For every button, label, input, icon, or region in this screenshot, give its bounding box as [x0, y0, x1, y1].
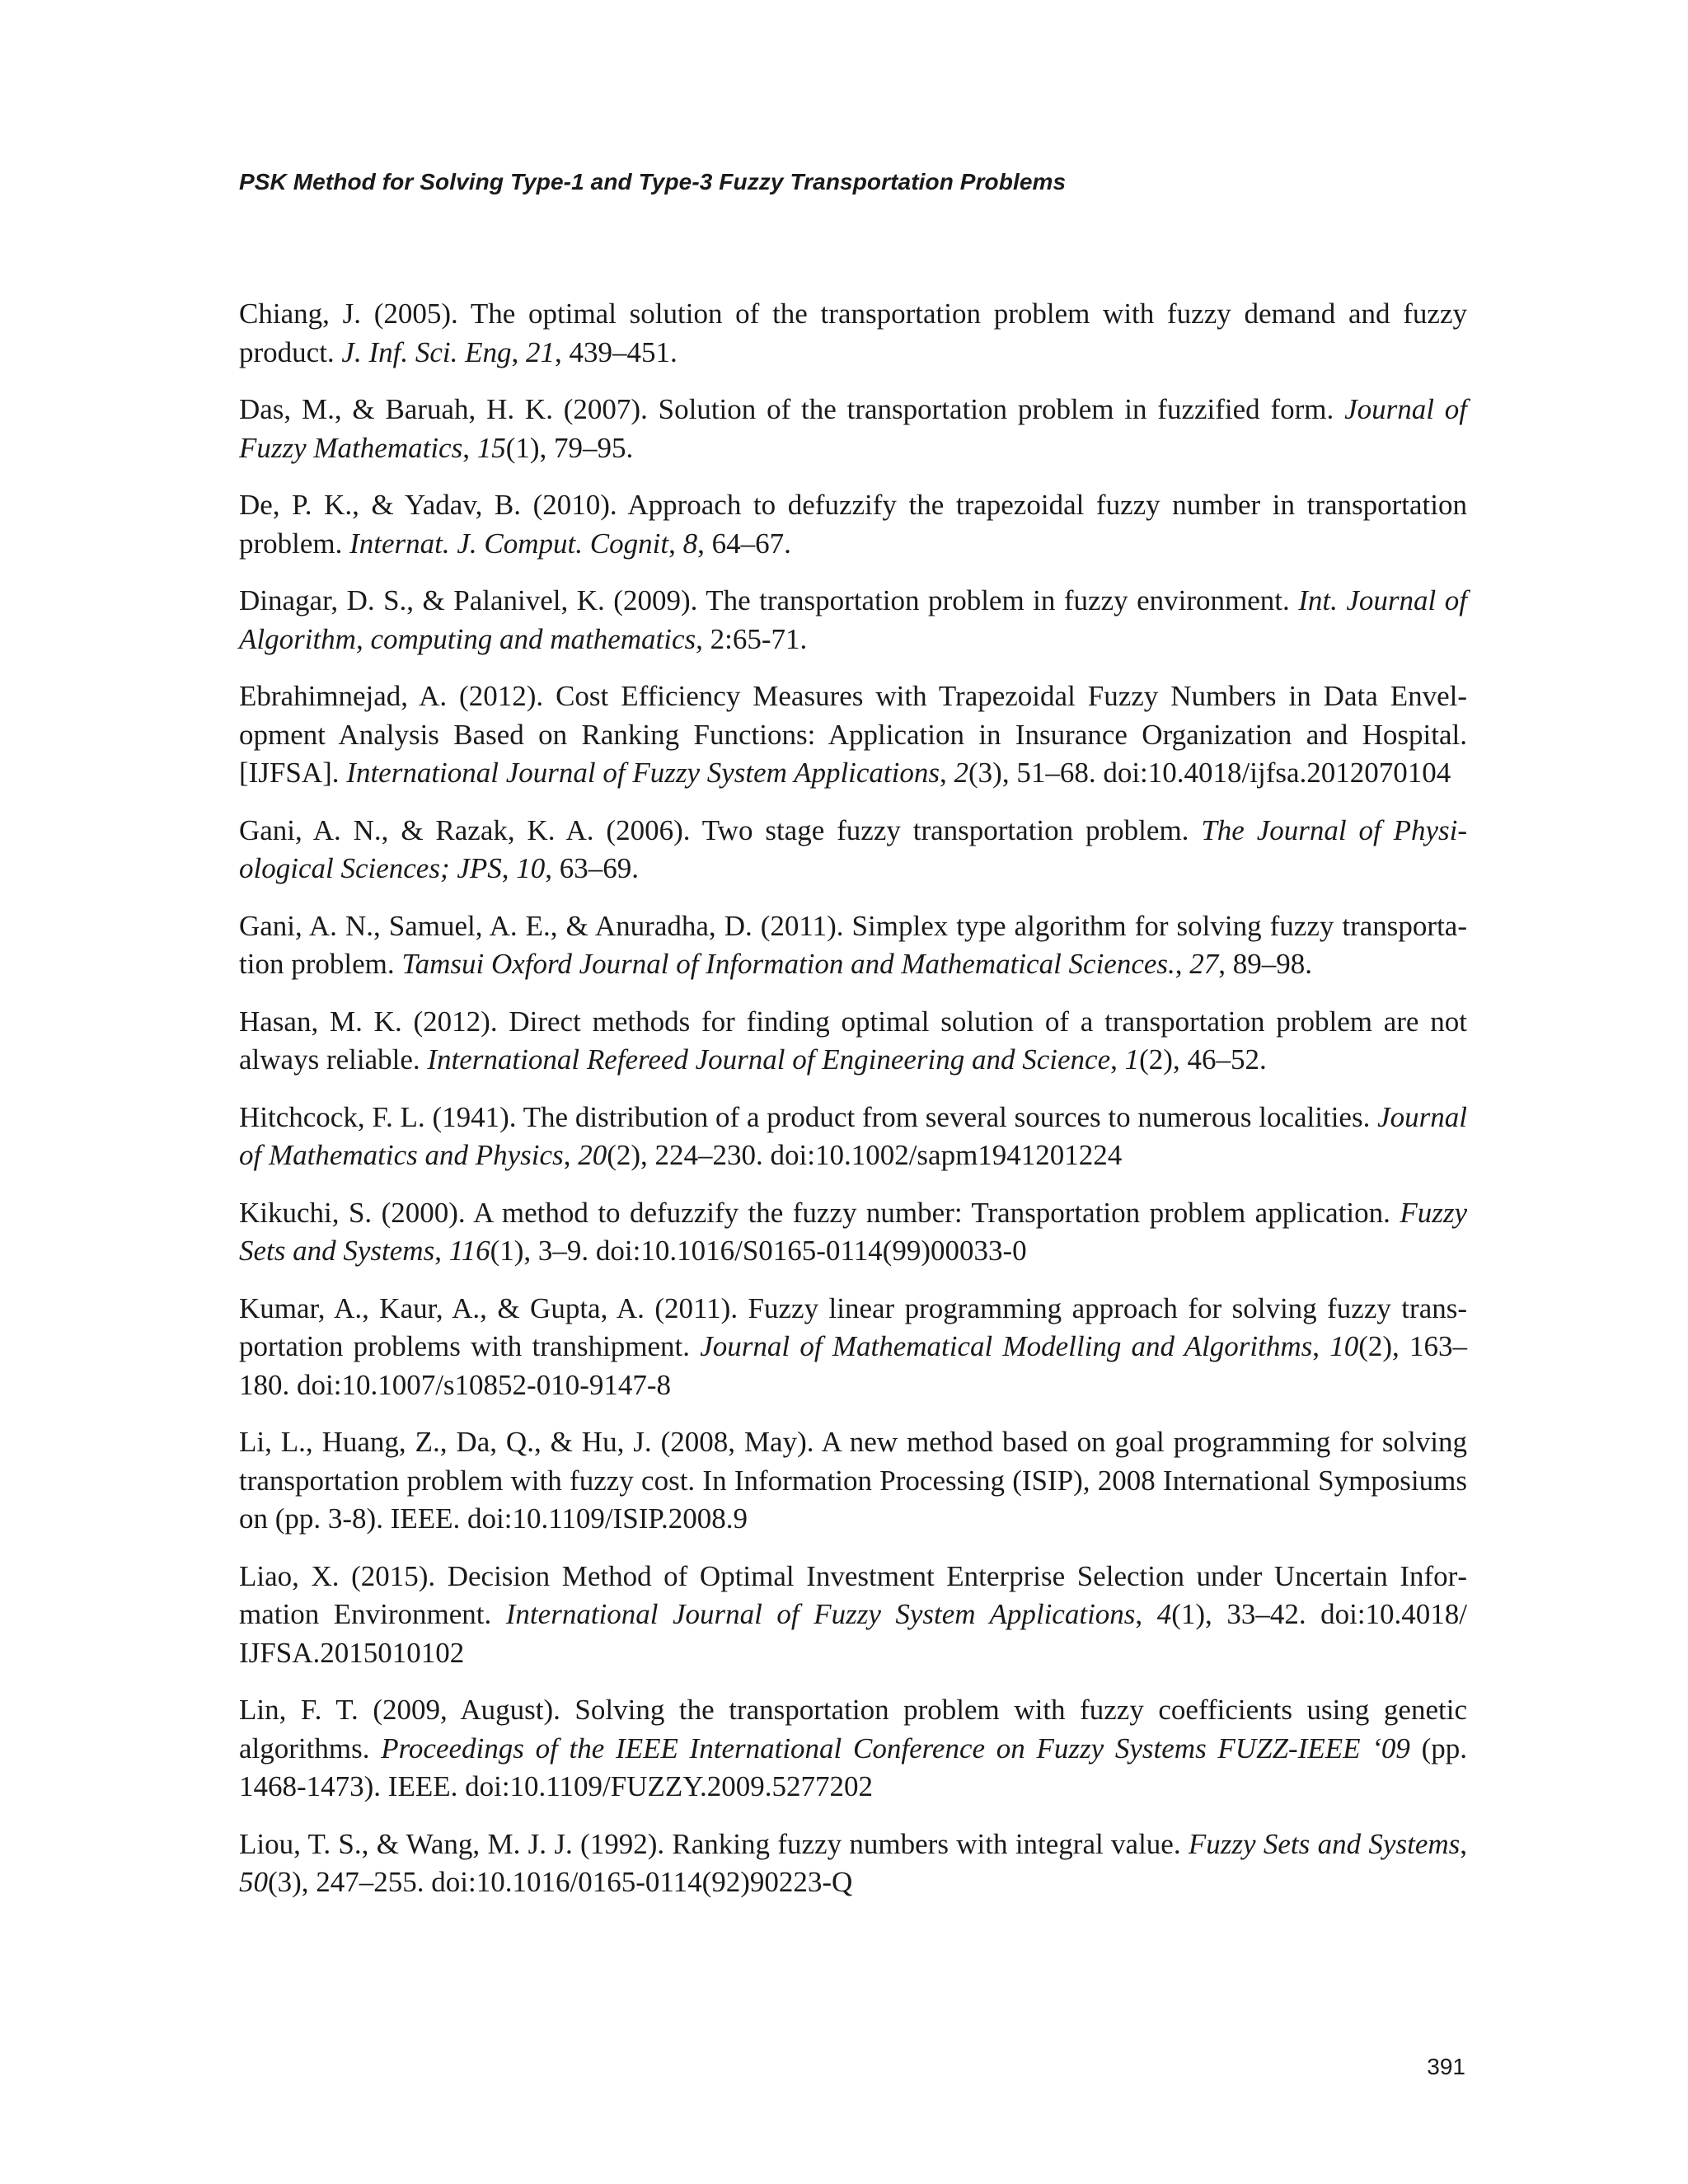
- reference-italic-text: 21: [525, 335, 555, 368]
- reference-italic-text: Internat. J. Comput. Cognit: [349, 527, 669, 560]
- reference-text: ,: [563, 1139, 579, 1171]
- reference-entry: [239, 1691, 1467, 1807]
- reference-text: (2), 224–230. doi:10.1002/sapm1941201224: [607, 1139, 1123, 1171]
- reference-text: ,: [462, 431, 477, 464]
- reference-text: Liou, T. S., & Wang, M. J. J. (1992). Ranking fuzzy numbers with integral value.: [239, 1827, 1189, 1860]
- reference-text: ,: [1110, 1043, 1125, 1076]
- reference-text: (pp. 1468-1473). IEEE. doi:10.1109/FUZZY.2009.5277202: [239, 1732, 1467, 1802]
- reference-text: ,: [1175, 948, 1190, 980]
- reference-entry: [239, 1290, 1467, 1405]
- reference-text: Hasan, M. K. (2012). Direct methods for finding optimal solution of a transportation problem are not always reliable.: [239, 1005, 1467, 1076]
- reference-text: , 439–451.: [554, 335, 678, 368]
- reference-italic-text: Fuzzy Sets and Systems: [1188, 1827, 1461, 1860]
- reference-italic-text: Fuzzy Sets and Systems: [239, 1196, 1467, 1267]
- reference-italic-text: 10: [1329, 1330, 1359, 1362]
- reference-text: Kikuchi, S. (2000). A method to defuzzify the fuzzy number: Transportation problem application.: [239, 1196, 1400, 1229]
- reference-text: Hitchcock, F. L. (1941). The distribution of a product from several sources to numerous localities.: [239, 1100, 1378, 1133]
- reference-entry: [239, 1423, 1467, 1539]
- reference-text: ,: [501, 852, 517, 884]
- reference-italic-text: 116: [448, 1235, 490, 1267]
- reference-entry: [239, 1099, 1467, 1175]
- reference-text: Liao, X. (2015). Decision Method of Optimal Investment Enterprise Selection under Uncertain Information Environment.: [239, 1559, 1467, 1630]
- reference-entry: [239, 907, 1467, 984]
- reference-entry: [239, 582, 1467, 658]
- reference-italic-text: 10: [516, 852, 546, 884]
- reference-text: (2), 163–180. doi:10.1007/s10852-010-9147-8: [239, 1330, 1467, 1401]
- reference-italic-text: Journal of Fuzzy Mathematics: [239, 393, 1467, 464]
- reference-entry: [239, 1825, 1467, 1902]
- reference-italic-text: The Journal of Physiological Sciences; JPS: [239, 813, 1467, 884]
- reference-text: (3), 247–255. doi:10.1016/0165-0114(92)90223-Q: [268, 1866, 853, 1898]
- reference-text: ,: [1460, 1827, 1467, 1860]
- running-header: PSK Method for Solving Type-1 and Type-3 Fuzzy Transportation Problems: [239, 169, 1067, 194]
- reference-entry: [239, 295, 1467, 372]
- reference-entry: [239, 1194, 1467, 1271]
- reference-text: (2), 46–52.: [1139, 1043, 1267, 1076]
- reference-italic-text: Journal of Mathematical Modelling and Algorithms: [700, 1330, 1313, 1362]
- reference-text: 2:65-71.: [702, 622, 808, 655]
- reference-text: ,: [434, 1235, 449, 1267]
- reference-text: Chiang, J. (2005). The optimal solution of the transportation problem with fuzzy demand and fuzzy product.: [239, 298, 1467, 368]
- reference-text: (1), 33–42. doi:10.4018/ IJFSA.2015010102: [239, 1598, 1468, 1669]
- reference-text: , 64–67.: [697, 527, 791, 560]
- reference-text: ,: [511, 335, 526, 368]
- reference-text: De, P. K., & Yadav, B. (2010). Approach to defuzzify the trapezoidal fuzzy number in transportation problem.: [239, 489, 1467, 560]
- reference-text: Das, M., & Baruah, H. K. (2007). Solution of the transportation problem in fuzzified form.: [239, 393, 1345, 425]
- reference-italic-text: Proceedings of the IEEE International Conference on Fuzzy Systems FUZZ-IEEE ‘09: [381, 1732, 1410, 1765]
- reference-italic-text: 4: [1156, 1598, 1172, 1630]
- reference-text: Ebrahimnejad, A. (2012). Cost Efficiency Measures with Trapezoidal Fuzzy Numbers in Data Envelopment Analysis Based on Ranking Functions: Application in Insurance Organization and Hospital. [IJFSA].: [239, 680, 1467, 789]
- reference-text: Dinagar, D. S., & Palanivel, K. (2009). The transportation problem in fuzzy environment.: [239, 584, 1299, 616]
- reference-italic-text: J. Inf. Sci. Eng: [341, 335, 512, 368]
- reference-italic-text: 20: [578, 1139, 607, 1171]
- reference-text: Kumar, A., Kaur, A., & Gupta, A. (2011). Fuzzy linear programming approach for solving fuzzy transportation problems with transhipment.: [239, 1291, 1467, 1362]
- reference-italic-text: International Refereed Journal of Engineering and Science: [427, 1043, 1111, 1076]
- reference-entry: [239, 1558, 1467, 1673]
- reference-italic-text: 2: [954, 757, 969, 789]
- reference-italic-text: 27: [1189, 948, 1219, 980]
- reference-italic-text: 15: [476, 431, 506, 464]
- reference-text: Lin, F. T. (2009, August). Solving the transportation problem with fuzzy coefficients using genetic algorithms.: [239, 1694, 1467, 1765]
- reference-italic-text: Int. Journal of Algorithm, computing and mathematics,: [239, 584, 1467, 655]
- reference-entry: [239, 1003, 1467, 1080]
- reference-italic-text: International Journal of Fuzzy System Applications: [346, 757, 940, 789]
- reference-text: (1), 3–9. doi:10.1016/S0165-0114(99)00033-0: [490, 1235, 1027, 1267]
- reference-entry: [239, 812, 1467, 888]
- reference-text: ,: [940, 757, 954, 789]
- reference-entry: [239, 486, 1467, 563]
- reference-text: Li, L., Huang, Z., Da, Q., & Hu, J. (2008, May). A new method based on goal programming for solving transportation problem with fuzzy cost. In Information Processing (ISIP), 2008 International Symposiums on (pp. 3-8). IEEE. doi:10.1109/ISIP.2008.9: [239, 1426, 1467, 1535]
- reference-entry: [239, 677, 1467, 793]
- reference-italic-text: International Journal of Fuzzy System Applications: [505, 1598, 1136, 1630]
- reference-text: (1), 79–95.: [505, 431, 634, 464]
- reference-text: , 89–98.: [1218, 948, 1313, 980]
- reference-entry: [239, 391, 1467, 467]
- reference-italic-text: Journal of Mathematics and Physics: [239, 1100, 1467, 1171]
- reference-text: ,: [1312, 1330, 1330, 1362]
- reference-text: (3), 51–68. doi:10.4018/ijfsa.2012070104: [968, 757, 1451, 789]
- reference-text: Gani, A. N., & Razak, K. A. (2006). Two stage fuzzy transportation problem.: [239, 813, 1202, 846]
- reference-italic-text: 8: [682, 527, 698, 560]
- reference-text: Gani, A. N., Samuel, A. E., & Anuradha, D. (2011). Simplex type algorithm for solving fuzzy transportation problem.: [239, 909, 1467, 980]
- reference-text: , 63–69.: [545, 852, 640, 884]
- reference-italic-text: 50: [239, 1866, 268, 1898]
- reference-italic-text: 1: [1124, 1043, 1140, 1076]
- reference-text: ,: [1135, 1598, 1157, 1630]
- reference-list: [239, 295, 1467, 1921]
- reference-text: ,: [668, 527, 683, 560]
- reference-italic-text: Tamsui Oxford Journal of Information and Mathematical Sciences.: [401, 948, 1175, 980]
- page-number: 391: [1427, 2054, 1465, 2079]
